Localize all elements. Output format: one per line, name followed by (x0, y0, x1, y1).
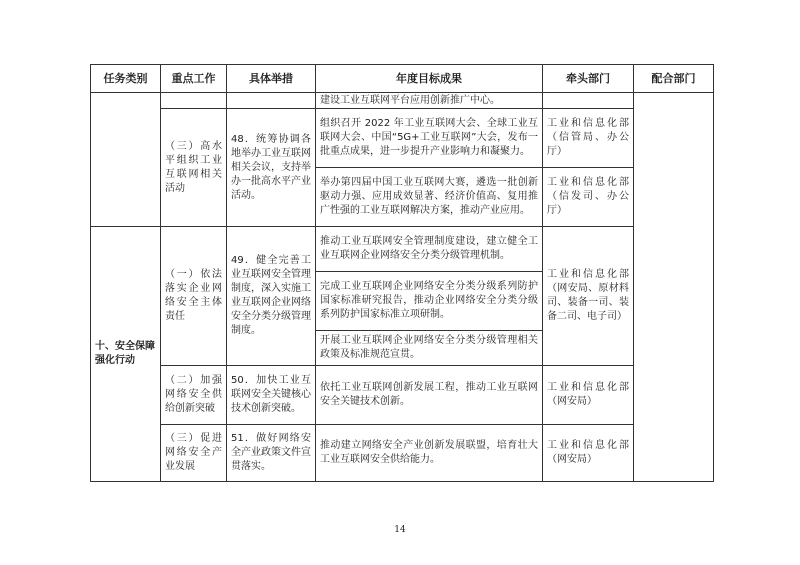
focus-cell-empty (161, 93, 227, 109)
table-row (91, 93, 714, 109)
support-dept-cell (634, 93, 714, 482)
goal-cell: 举办第四届中国工业互联网大赛，遴选一批创新驱动力强、应用成效显著、经济价值高、复用推广性强的工业互联网解决方案，推动产业应用。 (316, 168, 543, 227)
goal-cell: 推动建立网络安全产业创新发展联盟，培育壮大工业互联网安全供给能力。 (316, 425, 543, 482)
task-table (90, 64, 714, 482)
header-support-dept: 配合部门 (634, 65, 714, 93)
measure-cell: 48．统筹协调各地举办工业互联网相关会议，支持举办一批高水平产业活动。 (227, 109, 316, 227)
header-key-work: 重点工作 (161, 65, 227, 93)
focus-cell: （一）依法落实企业网络安全主体责任 (161, 227, 227, 366)
focus-cell: （二）加强网络安全供给创新突破 (161, 366, 227, 425)
header-task-category: 任务类别 (91, 65, 161, 93)
goal-cell: 完成工业互联网企业网络安全分类分级系列防护国家标准研究报告，推动企业网络安全分类分级系列防护国家标准立项研制。 (316, 272, 543, 331)
focus-cell: （三）高水平组织工业互联网相关活动 (161, 109, 227, 227)
measure-cell: 49．健全完善工业互联网安全管理制度，深入实施工业互联网企业网络安全分类分级管理制度。 (227, 227, 316, 366)
page-number: 14 (394, 525, 406, 535)
goal-cell: 建设工业互联网平台应用创新推广中心。 (316, 93, 543, 109)
table-row (91, 425, 714, 482)
goal-cell: 开展工业互联网企业网络安全分类分级管理相关政策及标准规范宣贯。 (316, 331, 543, 366)
table-row (91, 109, 714, 168)
header-measures: 具体举措 (227, 65, 316, 93)
lead-cell: 工业和信息化部（网安局） (543, 425, 634, 482)
lead-cell: 工业和信息化部（信发司、办公厅） (543, 168, 634, 227)
measure-cell: 51．做好网络安全产业政策文件宣贯落实。 (227, 425, 316, 482)
lead-cell: 工业和信息化部（信管局、办公厅） (543, 109, 634, 168)
lead-cell-empty (543, 93, 634, 109)
lead-cell: 工业和信息化部（网安局、原材料司、装备一司、装备二司、电子司） (543, 227, 634, 366)
header-lead-dept: 牵头部门 (543, 65, 634, 93)
table-row (91, 227, 714, 272)
category-cell: 十、安全保障强化行动 (91, 227, 161, 482)
goal-cell: 组织召开 2022 年工业互联网大会、全球工业互联网大会、中国“5G+工业互联网”大会，发布一批重点成果，进一步提升产业影响力和凝聚力。 (316, 109, 543, 168)
lead-cell: 工业和信息化部（网安局） (543, 366, 634, 425)
header-annual-goals: 年度目标成果 (316, 65, 543, 93)
table-header-row (91, 65, 714, 93)
focus-cell: （三）促进网络安全产业发展 (161, 425, 227, 482)
goal-cell: 推动工业互联网安全管理制度建设，建立健全工业互联网企业网络安全分类分级管理机制。 (316, 227, 543, 272)
goal-cell: 依托工业互联网创新发展工程，推动工业互联网安全关键技术创新。 (316, 366, 543, 425)
table-row (91, 366, 714, 425)
measure-cell-empty (227, 93, 316, 109)
measure-cell: 50．加快工业互联网安全关键核心技术创新突破。 (227, 366, 316, 425)
category-cell-empty (91, 93, 161, 227)
